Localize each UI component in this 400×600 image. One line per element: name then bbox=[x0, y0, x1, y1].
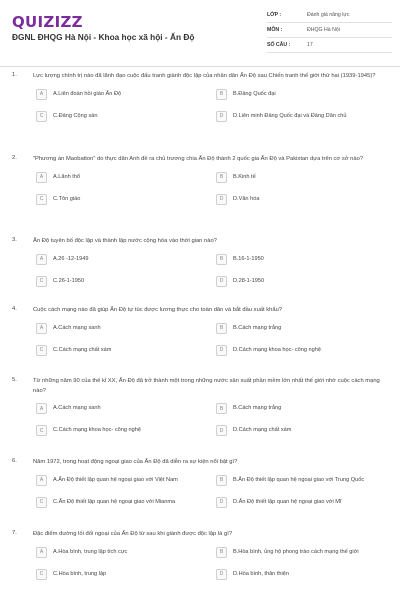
question-header bbox=[0, 530, 400, 540]
option-text: C.Cách mạng khoa học- công nghệ bbox=[53, 427, 142, 433]
option-text: D.Liên minh Đảng Quốc đại và Đảng Dân chủ bbox=[233, 112, 347, 119]
option-letter-box: A bbox=[36, 547, 47, 558]
option-letter-box: A bbox=[36, 89, 47, 100]
question-item bbox=[0, 530, 400, 585]
question-number: 1. bbox=[12, 72, 17, 78]
option-letter-box: B bbox=[216, 475, 227, 486]
option-letter-box: A bbox=[36, 254, 47, 265]
answer-option[interactable] bbox=[213, 545, 383, 560]
option-text: C.26-1-1950 bbox=[53, 277, 85, 284]
question-number: 4. bbox=[12, 306, 17, 312]
answer-option[interactable] bbox=[33, 321, 203, 336]
meta-value: 17 bbox=[303, 38, 392, 53]
option-text: A.Cách mạng xanh bbox=[53, 405, 101, 411]
option-text: A.26 -12-1949 bbox=[53, 255, 89, 262]
answer-option[interactable] bbox=[213, 423, 383, 438]
question-text: Từ những năm 90 của thế kỉ XX, Ấn Độ đã trở thành một trong những nước sản xuất phần mềm lớn nhất thế giới nhờ cuộc cách mạng nào? bbox=[33, 378, 380, 394]
option-text: A.Hòa bình, trung lập tích cực bbox=[53, 548, 128, 555]
option-letter-box: A bbox=[36, 172, 47, 183]
answer-option[interactable] bbox=[213, 567, 383, 582]
question-number: 6. bbox=[12, 458, 17, 464]
option-letter-box: D bbox=[216, 497, 227, 508]
meta-label: LỚP : bbox=[267, 8, 303, 23]
option-text: D.Ấn Độ thiết lập quan hệ ngoại giao với Mĩ bbox=[233, 498, 342, 505]
option-letter-box: D bbox=[216, 345, 227, 356]
answer-option[interactable] bbox=[213, 274, 383, 289]
answer-option[interactable] bbox=[33, 252, 203, 267]
question-header bbox=[0, 458, 400, 468]
meta-label: MÔN : bbox=[267, 23, 303, 38]
answer-options bbox=[0, 321, 400, 361]
option-text: D.28-1-1950 bbox=[233, 277, 265, 284]
meta-row-count bbox=[267, 38, 392, 53]
option-text: B.Cách mạng trắng bbox=[233, 324, 282, 331]
option-letter-box: C bbox=[36, 194, 47, 205]
answer-option[interactable] bbox=[213, 495, 383, 510]
question-item bbox=[0, 306, 400, 361]
worksheet-header bbox=[0, 0, 400, 67]
question-text: Ấn Độ tuyên bố độc lập và thành lập nước cộng hòa vào thời gian nào? bbox=[33, 238, 217, 244]
option-letter-box: B bbox=[216, 172, 227, 183]
option-letter-box: B bbox=[216, 403, 227, 414]
option-text: D.Văn hóa bbox=[233, 195, 260, 202]
answer-option[interactable] bbox=[213, 87, 383, 102]
option-text: D.Cách mạng chất xám bbox=[233, 427, 292, 433]
answer-option[interactable] bbox=[33, 545, 203, 560]
option-letter-box: C bbox=[36, 276, 47, 287]
answer-options bbox=[0, 401, 400, 441]
answer-option[interactable] bbox=[33, 87, 203, 102]
meta-row-subject bbox=[267, 23, 392, 38]
option-text: B.Ấn Độ thiết lập quan hệ ngoại giao với Trung Quốc bbox=[233, 476, 365, 483]
question-text: Năm 1972, trong hoạt động ngoại giao của Ấn Độ đã diễn ra sự kiện nổi bật gì? bbox=[33, 459, 238, 465]
question-header bbox=[0, 155, 400, 165]
meta-label: SỐ CÂU : bbox=[267, 38, 303, 53]
option-letter-box: B bbox=[216, 254, 227, 265]
answer-option[interactable] bbox=[33, 274, 203, 289]
meta-value: Đánh giá năng lực bbox=[303, 8, 392, 23]
option-letter-box: D bbox=[216, 194, 227, 205]
option-text: C.Hòa bình, trung lập bbox=[53, 570, 107, 577]
option-text: D.Cách mạng khoa học- công nghệ bbox=[233, 346, 322, 353]
option-letter-box: C bbox=[36, 345, 47, 356]
option-letter-box: B bbox=[216, 547, 227, 558]
option-text: B.Cách mạng trắng bbox=[233, 405, 282, 411]
answer-options bbox=[0, 545, 400, 585]
option-text: C.Ấn Độ thiết lập quan hệ ngoại giao với Mianma bbox=[53, 498, 176, 505]
option-letter-box: A bbox=[36, 475, 47, 486]
option-letter-box: A bbox=[36, 403, 47, 414]
question-header bbox=[0, 377, 400, 396]
worksheet-title: ĐGNL ĐHQG Hà Nội - Khoa học xã hội - Ấn Độ bbox=[12, 32, 195, 42]
answer-option[interactable] bbox=[213, 321, 383, 336]
option-text: A.Liên đoàn hồi giáo Ấn Độ bbox=[53, 90, 122, 97]
option-text: C.Đảng Cộng sản bbox=[53, 112, 98, 119]
question-header bbox=[0, 306, 400, 316]
option-text: C.Cách mạng chất xám bbox=[53, 346, 112, 353]
answer-option[interactable] bbox=[213, 109, 383, 124]
answer-option[interactable] bbox=[33, 423, 203, 438]
question-header bbox=[0, 72, 400, 82]
question-item bbox=[0, 155, 400, 210]
option-letter-box: D bbox=[216, 569, 227, 580]
option-text: C.Tôn giáo bbox=[53, 195, 81, 202]
question-text: Lực lượng chính trị nào đã lãnh đạo cuộc đấu tranh giành độc lập của nhân dân Ấn Độ sau Chiến tranh thế giới thứ hai (1939-1945)? bbox=[33, 73, 376, 79]
question-item bbox=[0, 377, 400, 441]
answer-option[interactable] bbox=[213, 473, 383, 488]
option-text: B.Kinh tế bbox=[233, 173, 256, 180]
answer-options bbox=[0, 252, 400, 292]
answer-option[interactable] bbox=[213, 170, 383, 185]
option-letter-box: C bbox=[36, 497, 47, 508]
answer-option[interactable] bbox=[33, 473, 203, 488]
answer-option[interactable] bbox=[33, 567, 203, 582]
answer-option[interactable] bbox=[213, 401, 383, 416]
option-text: A.Lãnh thổ bbox=[53, 173, 81, 180]
answer-option[interactable] bbox=[213, 192, 383, 207]
option-text: B.16-1-1950 bbox=[233, 255, 264, 262]
question-item bbox=[0, 72, 400, 127]
answer-option[interactable] bbox=[213, 252, 383, 267]
question-item bbox=[0, 237, 400, 292]
answer-options bbox=[0, 473, 400, 513]
option-letter-box: C bbox=[36, 569, 47, 580]
question-text: Đặc điểm đường lối đối ngoại của Ấn Độ từ sau khi giành được độc lập là gì? bbox=[33, 531, 233, 537]
question-header bbox=[0, 237, 400, 247]
answer-option[interactable] bbox=[33, 401, 203, 416]
option-letter-box: B bbox=[216, 89, 227, 100]
option-text: D.Hòa bình, thân thiện bbox=[233, 570, 289, 577]
option-letter-box: C bbox=[36, 111, 47, 122]
answer-option[interactable] bbox=[213, 343, 383, 358]
meta-row-class bbox=[267, 8, 392, 23]
option-letter-box: C bbox=[36, 425, 47, 436]
question-text: Cuộc cách mạng nào đã giúp Ấn Độ tự túc được lương thực cho toàn dân và bắt đầu xuất khẩu? bbox=[33, 307, 283, 313]
question-number: 7. bbox=[12, 530, 17, 536]
meta-value: ĐHQG Hà Nội bbox=[303, 23, 392, 38]
worksheet-meta-table bbox=[267, 8, 392, 53]
option-letter-box: D bbox=[216, 425, 227, 436]
option-letter-box: A bbox=[36, 323, 47, 334]
answer-options bbox=[0, 87, 400, 127]
question-number: 3. bbox=[12, 237, 17, 243]
option-letter-box: B bbox=[216, 323, 227, 334]
answer-options bbox=[0, 170, 400, 210]
option-letter-box: D bbox=[216, 276, 227, 287]
answer-option[interactable] bbox=[33, 495, 203, 510]
option-text: B.Đảng Quốc đại bbox=[233, 90, 276, 97]
option-text: A.Ấn Độ thiết lập quan hệ ngoại giao với Việt Nam bbox=[53, 476, 178, 483]
quizizz-logo: QUIZIZZ bbox=[12, 13, 83, 31]
option-letter-box: D bbox=[216, 111, 227, 122]
option-text: B.Hòa bình, ủng hộ phong trào cách mạng thế giới bbox=[233, 548, 359, 555]
answer-option[interactable] bbox=[33, 109, 203, 124]
question-number: 5. bbox=[12, 377, 17, 383]
answer-option[interactable] bbox=[33, 192, 203, 207]
answer-option[interactable] bbox=[33, 170, 203, 185]
question-number: 2. bbox=[12, 155, 17, 161]
answer-option[interactable] bbox=[33, 343, 203, 358]
question-text: "Phương án Maobatton" do thực dân Anh đề ra chủ trương chia Ấn Độ thành 2 quốc gia Ấn Độ và Pakixtan dựa trên cơ sở nào? bbox=[33, 156, 364, 162]
question-item bbox=[0, 458, 400, 513]
option-text: A.Cách mạng xanh bbox=[53, 324, 101, 331]
